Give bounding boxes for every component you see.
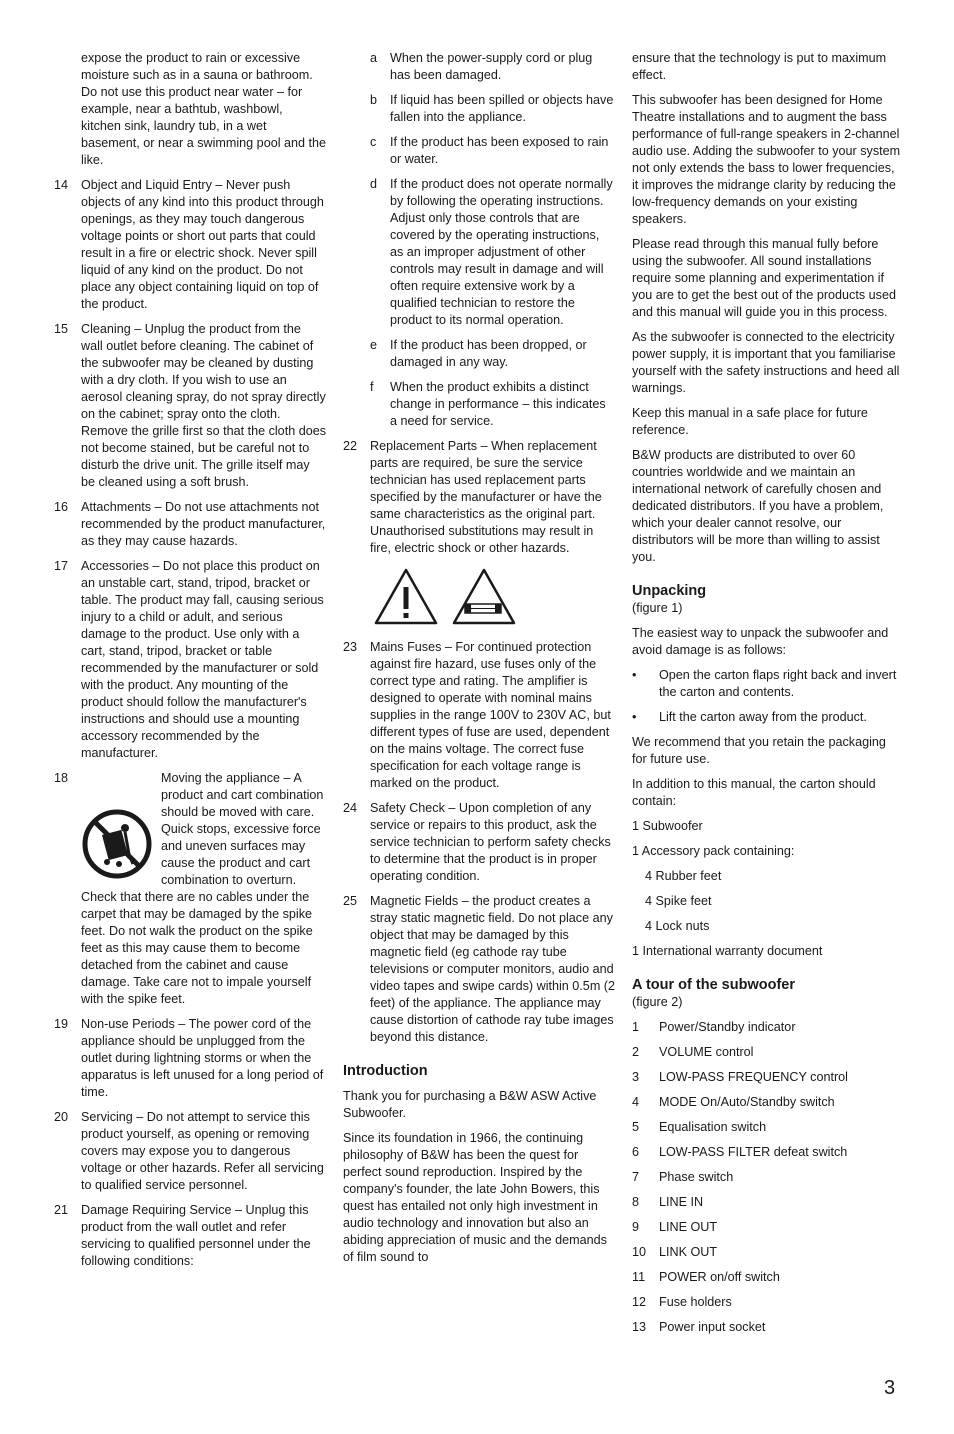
condition-item-c	[370, 134, 615, 168]
figure-reference: (figure 1)	[632, 601, 683, 615]
item-number: 2	[632, 1045, 640, 1059]
bullet-glyph: •	[632, 710, 637, 724]
item-text: If the product does not operate normally by following the operating instructions. Adjust only those controls that are covered by the operating instructions, as an improper adjustment of other controls may result in damage and will often require extensive work by a qualified technician to restore the product to its normal operation.	[390, 177, 613, 327]
item-text: Fuse holders	[659, 1295, 732, 1309]
safety-item-20	[54, 1109, 326, 1194]
safety-item-23	[343, 639, 615, 792]
tour-item	[632, 1119, 904, 1136]
introduction-paragraph: Please read through this manual fully before using the subwoofer. All sound installations require some planning and experimentation if you are to get the best out of the products used and this manual will guide you in this process.	[632, 237, 896, 319]
item-letter: d	[370, 177, 378, 191]
item-text: When the product exhibits a distinct change in performance – this indicates a need for service.	[390, 380, 606, 428]
cart-tip-over-warning-icon	[81, 806, 153, 882]
unpacking-paragraph: In addition to this manual, the carton should contain:	[632, 777, 876, 808]
item-number: 6	[632, 1145, 640, 1159]
item-text: Power input socket	[659, 1320, 766, 1334]
item-text: Magnetic Fields – the product creates a stray static magnetic field. Do not place any object that may be damaged by this magnetic field (eg cathode ray tube televisions or computer monitors, audio and video tapes and swipe cards) within 0.5m (2 feet) of the appliance. The appliance may cause distortion of cathode ray tube images beyond this distance.	[370, 894, 616, 1044]
introduction-paragraph: As the subwoofer is connected to the electricity power supply, it is important that you familiarise yourself with the safety instructions and heed all warnings.	[632, 330, 900, 395]
item-number: 11	[632, 1270, 646, 1284]
column-1	[54, 50, 326, 1278]
item-text: VOLUME control	[659, 1045, 754, 1059]
introduction-heading: Introduction	[343, 1063, 428, 1079]
figure-reference: (figure 2)	[632, 995, 683, 1009]
safety-item-21	[54, 1202, 326, 1270]
item-text: LINE OUT	[659, 1220, 718, 1234]
item-text: Replacement Parts – When replacement parts are required, be sure the service technician has used replacement parts specified by the manufacturer or have the same characteristics as the original part. Unauthorised substitutions may result in fire, electric shock or other hazards.	[370, 439, 602, 555]
unpacking-paragraph: We recommend that you retain the packaging for future use.	[632, 735, 886, 766]
item-text: Safety Check – Upon completion of any service or repairs to this product, ask the service technician to perform safety checks to determine that the product is in proper operating condition.	[370, 801, 611, 883]
item-number: 23	[343, 640, 358, 654]
item-text: Non-use Periods – The power cord of the appliance should be unplugged from the outlet during lightning storms or when the apparatus is left unused for a long period of time.	[81, 1017, 324, 1099]
item-text: LINE IN	[659, 1195, 704, 1209]
item-text: Cleaning – Unplug the product from the wall outlet before cleaning. The cabinet of the subwoofer may be cleaned by dusting with a dry cloth. If you wish to use an aerosol cleaning spray, do not spray directly on the cabinet; spray onto the cloth. Remove the grille first so that the cloth does not become stained, but be careful not to disturb the drive unit. The grille itself may be cleaned using a soft brush.	[81, 322, 327, 489]
item-number: 22	[343, 439, 358, 453]
page-number: 3	[884, 1377, 896, 1399]
introduction-paragraph: Since its foundation in 1966, the continuing philosophy of B&W has been the quest for perfect sound reproduction. Inspired by the company's founder, the late John Bowers, this quest has entailed not only high investment in audio technology and innovation but also an abiding appreciation of music and the demands of film sound to	[343, 1131, 607, 1264]
unpacking-paragraph: The easiest way to unpack the subwoofer and avoid damage is as follows:	[632, 626, 889, 657]
item-text: Attachments – Do not use attachments not recommended by the product manufacturer, as they may cause hazards.	[81, 500, 326, 548]
item-18-body	[81, 770, 326, 1008]
tour-item	[632, 1044, 904, 1061]
tour-list	[632, 1019, 904, 1336]
item-text: MODE On/Auto/Standby switch	[659, 1095, 835, 1109]
introduction-paragraph: Thank you for purchasing a B&W ASW Active Subwoofer.	[343, 1089, 597, 1120]
tour-item	[632, 1294, 904, 1311]
item-text: When the power-supply cord or plug has been damaged.	[390, 51, 593, 82]
tour-item	[632, 1169, 904, 1186]
item-letter: c	[370, 135, 377, 149]
exclamation-warning-icon	[373, 567, 439, 625]
tour-item	[632, 1219, 904, 1236]
safety-item-16	[54, 499, 326, 550]
item-number: 21	[54, 1203, 69, 1217]
column-2	[343, 50, 615, 1274]
condition-item-e	[370, 337, 615, 371]
item-number: 24	[343, 801, 358, 815]
item-number: 5	[632, 1120, 640, 1134]
item-number: 4	[632, 1095, 640, 1109]
safety-item-14	[54, 177, 326, 313]
accessory-item: 4 Lock nuts	[645, 919, 710, 933]
tour-item	[632, 1094, 904, 1111]
item-number: 20	[54, 1110, 69, 1124]
item-number: 3	[632, 1070, 640, 1084]
item-number: 25	[343, 894, 358, 908]
item-text: LOW-PASS FILTER defeat switch	[659, 1145, 848, 1159]
carton-content-item: 1 Subwoofer	[632, 819, 703, 833]
bullet-glyph: •	[632, 668, 637, 682]
item-text: Damage Requiring Service – Unplug this product from the wall outlet and refer servicing to qualified personnel under the following conditions:	[81, 1203, 311, 1268]
condition-item-a	[370, 50, 615, 84]
item-text: Object and Liquid Entry – Never push objects of any kind into this product through openings, as they may touch dangerous voltage points or short out parts that could result in a fire or electric shock. Never spill liquid of any kind on the product. Do not place any object containing liquid on top of the product.	[81, 178, 324, 311]
tour-item	[632, 1319, 904, 1336]
item-letter: f	[370, 380, 374, 394]
item-text: Equalisation switch	[659, 1120, 767, 1134]
safety-item-22	[343, 438, 615, 557]
tour-item	[632, 1144, 904, 1161]
item-text: Accessories – Do not place this product on an unstable cart, stand, tripod, bracket or table. The product may fall, causing serious injury to a child or adult, and serious damage to the product. Use only with a cart, stand, tripod, bracket or table recommended by the manufacturer or sold with the product. Any mounting of the product should follow the manufacturer's instructions and should use a mounting accessory recommended by the manufacturer.	[81, 559, 324, 760]
tour-item	[632, 1019, 904, 1036]
tour-item	[632, 1069, 904, 1086]
carton-content-item: 1 Accessory pack containing:	[632, 844, 795, 858]
step-text: Open the carton flaps right back and invert the carton and contents.	[659, 668, 897, 699]
safety-item-13-continued: expose the product to rain or excessive moisture such as in a sauna or bathroom. Do not use this product near water – for example, near a bathtub, washbowl, kitchen sink, laundry tub, in a wet basement, or near a swimming pool and the like.	[81, 51, 327, 167]
condition-item-d	[370, 176, 615, 329]
item-number: 16	[54, 500, 69, 514]
item-number: 17	[54, 559, 69, 573]
accessory-item: 4 Rubber feet	[645, 869, 722, 883]
safety-item-18	[54, 770, 326, 1008]
item-number: 9	[632, 1220, 640, 1234]
introduction-paragraph: This subwoofer has been designed for Home Theatre installations and to augment the bass performance of full-range speakers in 2-channel audio use. Adding the subwoofer to your system not only extends the bass to lower frequencies, it improves the midrange clarity by reducing the low-frequency demands on your existing speakers.	[632, 93, 901, 226]
item-letter: a	[370, 51, 378, 65]
item-number: 10	[632, 1245, 647, 1259]
item-text: Power/Standby indicator	[659, 1020, 796, 1034]
tour-item	[632, 1194, 904, 1211]
item-text: If the product has been dropped, or damaged in any way.	[390, 338, 587, 369]
unpacking-step	[632, 667, 904, 701]
item-number: 12	[632, 1295, 647, 1309]
carton-content-item: 1 International warranty document	[632, 944, 823, 958]
safety-item-15	[54, 321, 326, 491]
item-number: 13	[632, 1320, 647, 1334]
item-number: 14	[54, 178, 69, 192]
warning-icons	[373, 567, 615, 625]
column-3	[632, 50, 904, 1344]
condition-item-f	[370, 379, 615, 430]
tour-item	[632, 1269, 904, 1286]
tour-heading: A tour of the subwoofer	[632, 977, 795, 993]
condition-item-b	[370, 92, 615, 126]
accessory-item: 4 Spike feet	[645, 894, 712, 908]
item-text: Phase switch	[659, 1170, 734, 1184]
introduction-paragraph: B&W products are distributed to over 60 countries worldwide and we maintain an international network of carefully chosen and dedicated distributors. If you have a problem, which your dealer cannot resolve, our distributors will be more than willing to assist you.	[632, 448, 884, 564]
step-text: Lift the carton away from the product.	[659, 710, 867, 724]
safety-item-24	[343, 800, 615, 885]
tour-item	[632, 1244, 904, 1261]
safety-item-17	[54, 558, 326, 762]
introduction-paragraph: Keep this manual in a safe place for future reference.	[632, 406, 868, 437]
item-text: Servicing – Do not attempt to service this product yourself, as opening or removing covers may expose you to dangerous voltage or other hazards. Refer all servicing to qualified service personnel.	[81, 1110, 324, 1192]
item-text: POWER on/off switch	[659, 1270, 780, 1284]
item-number: 18	[54, 771, 69, 785]
item-letter: b	[370, 93, 378, 107]
item-text: If the product has been exposed to rain or water.	[390, 135, 609, 166]
unpacking-step	[632, 709, 904, 726]
item-text: LOW-PASS FREQUENCY control	[659, 1070, 848, 1084]
fuse-warning-icon	[451, 567, 517, 625]
item-text: If liquid has been spilled or objects have fallen into the appliance.	[390, 93, 614, 124]
unpacking-heading: Unpacking	[632, 583, 707, 599]
item-text: Mains Fuses – For continued protection against fire hazard, use fuses only of the correct type and rating. The amplifier is designed to operate with nominal mains supplies in the range 100V to 230V AC, but different types of fuse are used, dependent on the mains voltage. The correct fuse specification for each voltage range is marked on the product.	[370, 640, 611, 790]
item-number: 1	[632, 1020, 640, 1034]
item-letter: e	[370, 338, 378, 352]
item-text: LINK OUT	[659, 1245, 718, 1259]
safety-item-19	[54, 1016, 326, 1101]
item-text: Moving the appliance – A product and cart combination should be moved with care. Quick stops, excessive force and uneven surfaces may cause the product and cart combination to overturn. Check that there are no cables under the carpet that may be damaged by the spike feet. Do not walk the product on the spike feet as this may cause them to become detached from the cabinet and cause damage. Take care not to impale yourself with the spike feet.	[81, 771, 324, 1006]
item-number: 7	[632, 1170, 640, 1184]
introduction-paragraph: ensure that the technology is put to maximum effect.	[632, 51, 887, 82]
item-number: 15	[54, 322, 69, 336]
safety-item-25	[343, 893, 615, 1046]
item-number: 19	[54, 1017, 69, 1031]
item-number: 8	[632, 1195, 640, 1209]
